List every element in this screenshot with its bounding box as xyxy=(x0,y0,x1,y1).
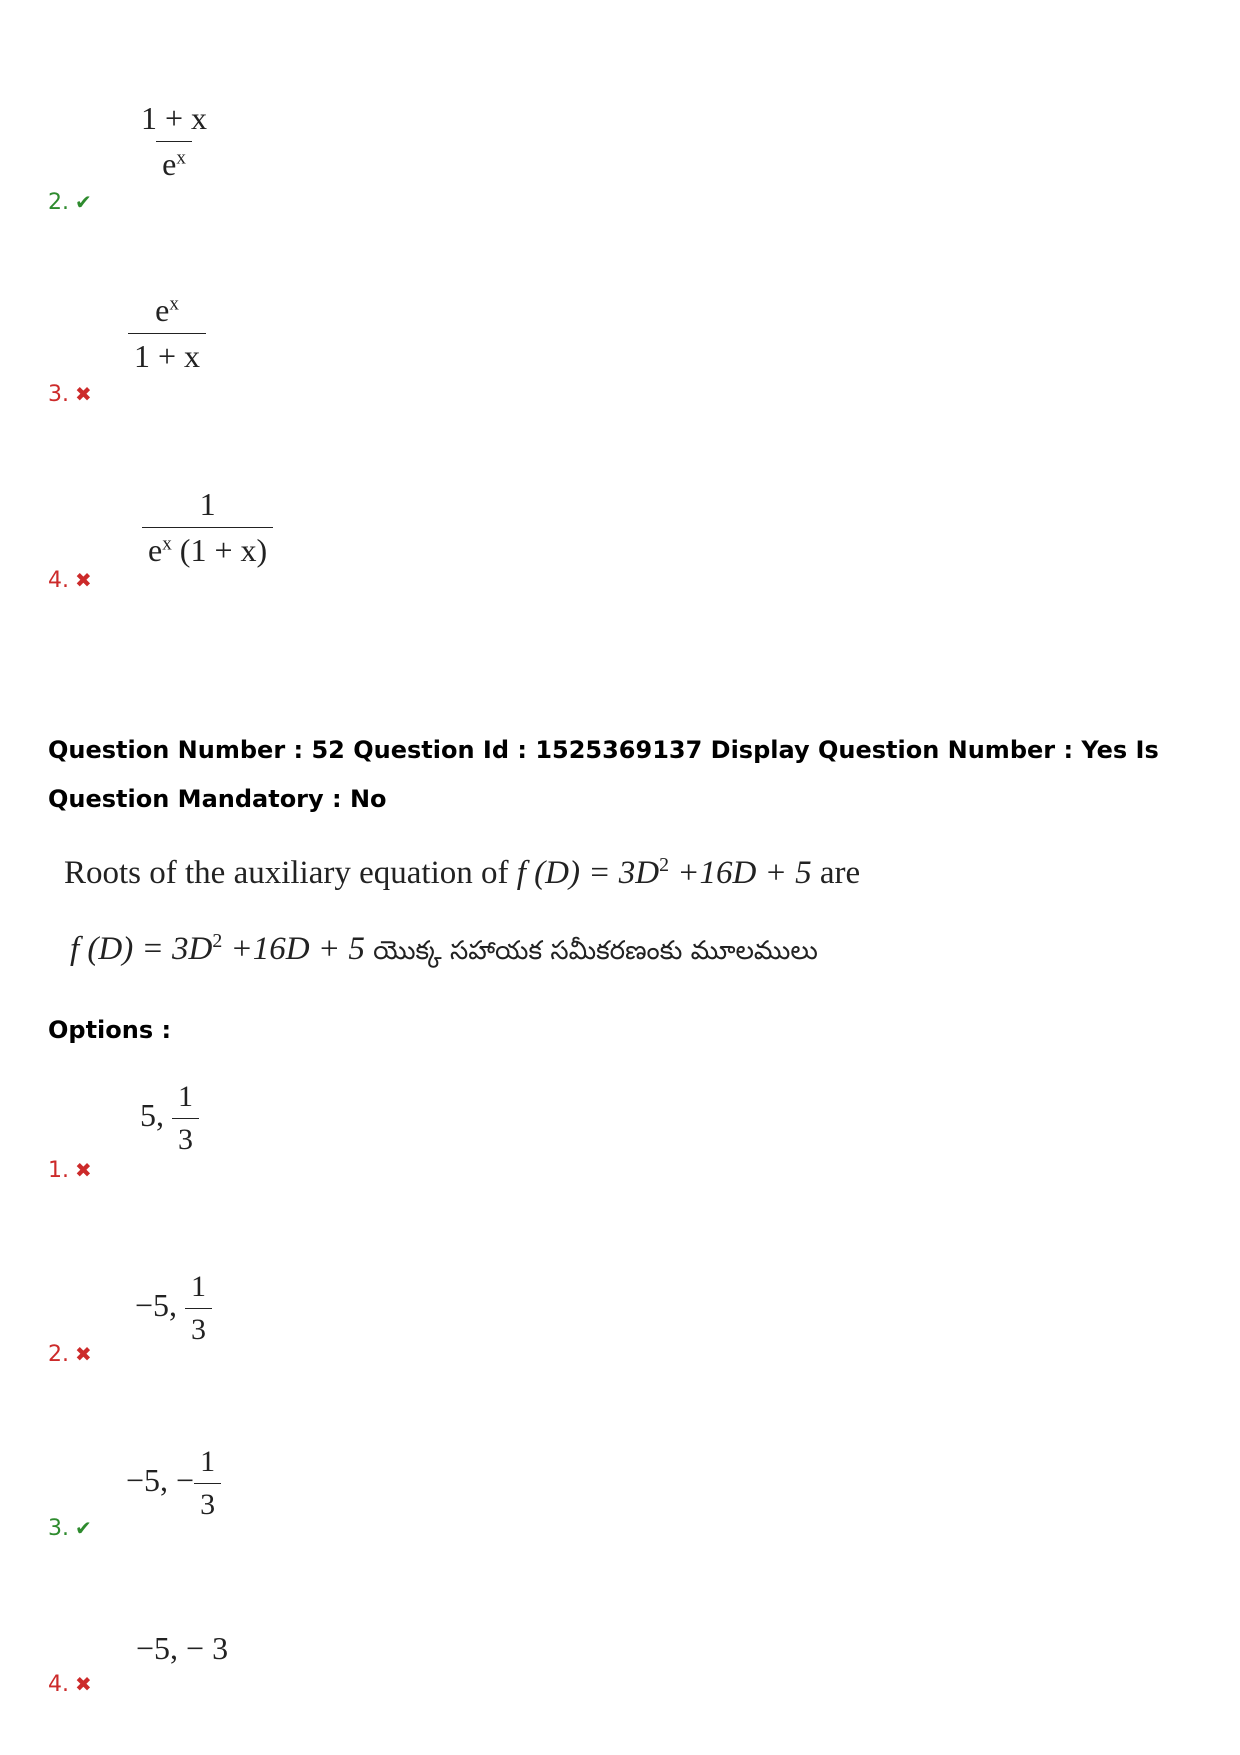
q52-option-4-formula: −5, − 3 xyxy=(136,1630,229,1666)
q52-option-3-number: 3. ✔ xyxy=(48,1516,92,1541)
option-2-formula: $\frac{1 + x}{e^x}$ xyxy=(141,100,208,182)
cross-icon: ✖ xyxy=(75,1342,92,1366)
option-4-formula: $\frac{1}{e^x (1 + x)}$ xyxy=(142,486,273,569)
q52-option-1-number: 1. ✖ xyxy=(48,1158,92,1183)
q52-option-1-formula: 5, $\frac{1}{3}$ xyxy=(140,1080,199,1157)
option-3-formula: $\frac{e^x}{1 + x}$ xyxy=(128,292,206,375)
option-3-number: 3. ✖ xyxy=(48,382,92,407)
question-text-english: Roots of the auxiliary equation of f $(D) = 3D^2 +16D + 5$ are xyxy=(64,854,861,891)
option-4-number: 4. ✖ xyxy=(48,568,92,593)
q52-option-4-number: 4. ✖ xyxy=(48,1672,92,1697)
option-2-number: 2. ✔ xyxy=(48,190,92,215)
question-text-telugu: f $(D) = 3D^2 +16D + 5$ యొక్క సహాయక సమీకరణంకు మూలములు xyxy=(70,930,818,967)
cross-icon: ✖ xyxy=(75,1672,92,1696)
question-meta: Question Number : 52 Question Id : 1525369137 Display Question Number : Yes Is Question Mandatory : No xyxy=(48,736,1159,813)
q52-option-2-formula: −5, $\frac{1}{3}$ xyxy=(135,1270,212,1347)
check-icon: ✔ xyxy=(75,1516,92,1540)
cross-icon: ✖ xyxy=(75,382,92,406)
check-icon: ✔ xyxy=(75,190,92,214)
q52-option-2-number: 2. ✖ xyxy=(48,1342,92,1367)
cross-icon: ✖ xyxy=(75,1158,92,1182)
cross-icon: ✖ xyxy=(75,568,92,592)
q52-option-3-formula: −5, − $\frac{1}{3}$ xyxy=(126,1445,221,1522)
options-label: Options : xyxy=(48,1016,172,1044)
